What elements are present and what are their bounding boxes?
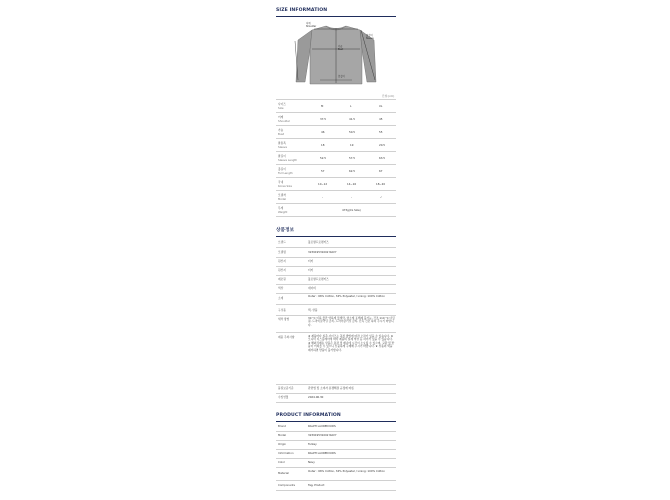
cell: XL bbox=[379, 103, 383, 108]
row-divider bbox=[276, 190, 396, 191]
info-value: ★ 제품마다 실측 사이즈는 측정 방법에 따라 오차가 있을 수 있습니다. ★ 모니터 디스플레이에 따라 제품의 실제 색상 등 차이가 있을 수 있습니다. ★ 해외직배송 상품은 통관 및 배송에 시간이 소요될 수 있으며, 교환 및 반품이 어려울 수 있으니 신중하게 구매해 주시기 바랍니다. ★ 상품의 택을 제거하면 반품이 불가합니다. bbox=[308, 334, 395, 352]
row-divider bbox=[276, 449, 396, 450]
info-value: Navy bbox=[308, 460, 315, 464]
model-check-cell: ✓ bbox=[380, 194, 383, 199]
info-label: Origin bbox=[278, 442, 287, 446]
cell: 63.5 bbox=[379, 155, 385, 160]
info-value: 터키 bbox=[308, 268, 314, 272]
cell: 37.5 bbox=[320, 116, 326, 121]
info-value: 323919531002 NAVY bbox=[308, 250, 337, 254]
svg-text:Shoulder: Shoulder bbox=[306, 25, 317, 28]
row-label-en: Sleeve Length bbox=[278, 157, 298, 162]
row-label-en: Full Length bbox=[278, 170, 293, 175]
cell: 19 bbox=[350, 142, 354, 147]
row-divider bbox=[276, 266, 396, 267]
row-divider bbox=[276, 384, 396, 385]
row-label-ko: 국내 bbox=[278, 180, 284, 184]
info-value: 네이비 bbox=[308, 286, 316, 290]
row-divider bbox=[276, 480, 396, 481]
row-divider bbox=[276, 467, 396, 468]
row-divider bbox=[276, 164, 396, 165]
cell: - bbox=[322, 194, 323, 199]
info-value: 2024.06.30 bbox=[308, 395, 324, 399]
row-label-ko: 총길이 bbox=[278, 167, 286, 171]
svg-text:가슴: 가슴 bbox=[338, 45, 343, 48]
svg-text:Sleeve: Sleeve bbox=[366, 37, 374, 40]
cell: 20.5 bbox=[379, 142, 385, 147]
info-label: Information bbox=[278, 451, 294, 455]
product-info-ko-title: 상품정보 bbox=[276, 228, 295, 233]
row-divider bbox=[276, 402, 396, 403]
cell: 52.5 bbox=[320, 155, 326, 160]
info-value: 30 °C 이하 물만 약하게 물세탁, 염소계 표백제 불가능, 건조 110 °C 다림질, 드라이클리닝 금지, 드라이클리닝 금지, 단독 건조 하여 주시기 바랍니다. bbox=[308, 316, 395, 327]
row-label-en: Weight bbox=[278, 209, 288, 214]
info-label: 품질보증기준 bbox=[278, 386, 294, 390]
row-label-ko: 무게 bbox=[278, 206, 284, 210]
product-info-en-title: PRODUCT INFORMATION bbox=[276, 413, 341, 418]
row-label-ko: 사이즈 bbox=[278, 102, 286, 106]
row-divider bbox=[276, 138, 396, 139]
info-label: Color bbox=[278, 460, 286, 464]
row-label-ko: 팔통폭 bbox=[278, 141, 286, 145]
info-value: 택, 상품 bbox=[308, 308, 318, 312]
row-divider bbox=[276, 151, 396, 152]
info-value: 터키 bbox=[308, 259, 314, 263]
row-label-en: Sleeve bbox=[278, 144, 288, 149]
row-divider bbox=[276, 275, 396, 276]
info-label: 제조원 bbox=[278, 277, 286, 281]
row-label-en: Bust bbox=[278, 131, 285, 136]
unit-label: 단위:(cm) bbox=[382, 94, 395, 98]
cell: 62.5 bbox=[349, 168, 355, 173]
row-label-ko: 어깨 bbox=[278, 115, 284, 119]
cell: 14~16 bbox=[347, 181, 357, 186]
info-label: Components bbox=[278, 483, 296, 487]
row-label-en: Model bbox=[278, 196, 287, 201]
info-value: Outer : 66% Cotton, 34% Polyester / Lining: 100% Cotton bbox=[308, 294, 385, 298]
info-label: Material bbox=[278, 471, 289, 475]
info-value: RALPH LAUREN KIDS bbox=[308, 451, 336, 455]
product-info-ko-divider bbox=[276, 236, 396, 237]
cell: 50.5 bbox=[349, 129, 355, 134]
cell: - bbox=[351, 194, 352, 199]
row-label-en: Shoulder bbox=[278, 118, 290, 123]
cell: 57.5 bbox=[349, 155, 355, 160]
svg-text:팔길이: 팔길이 bbox=[366, 34, 373, 37]
svg-text:어깨: 어깨 bbox=[306, 22, 311, 25]
size-table-top-line bbox=[276, 99, 396, 100]
info-label: 색상 bbox=[278, 286, 284, 290]
row-divider bbox=[276, 125, 396, 126]
row-label-ko: 팔길이 bbox=[278, 154, 286, 158]
row-divider bbox=[276, 490, 396, 491]
cell: 18~20 bbox=[376, 181, 386, 186]
info-label: 제품 주의사항 bbox=[278, 335, 295, 339]
svg-text:총길이: 총길이 bbox=[338, 75, 345, 78]
cell: 18 bbox=[321, 142, 325, 147]
info-label: 구성품 bbox=[278, 308, 286, 312]
cell: 10~12 bbox=[318, 181, 328, 186]
row-divider bbox=[276, 216, 396, 217]
svg-text:Bust: Bust bbox=[338, 48, 344, 51]
row-label-en: Size bbox=[278, 105, 284, 110]
row-divider bbox=[276, 177, 396, 178]
info-label: 세탁 방법 bbox=[278, 317, 290, 321]
row-divider bbox=[276, 304, 396, 305]
info-value: 폴로랄프로렌키즈 bbox=[308, 240, 329, 244]
row-label-ko: 가슴 bbox=[278, 128, 284, 132]
info-value: Turkey bbox=[308, 442, 317, 446]
info-label: 브랜드 bbox=[278, 240, 286, 244]
row-label-en: Korea Size bbox=[278, 183, 292, 188]
row-divider bbox=[276, 257, 396, 258]
info-label: 원산지 bbox=[278, 259, 286, 263]
weight-value: 473g(XL Size) bbox=[342, 207, 361, 212]
product-info-en-divider bbox=[276, 421, 396, 422]
info-label: 모델명 bbox=[278, 250, 286, 254]
cell: 57 bbox=[321, 168, 325, 173]
info-value: 323919531002 NAVY bbox=[308, 433, 337, 437]
size-info-title: SIZE INFORMATION bbox=[276, 8, 328, 13]
info-value: 관련법 및 소비자 분쟁해결 규정에 따름 bbox=[308, 386, 354, 390]
cell: M bbox=[321, 103, 324, 108]
garment-measurement-diagram bbox=[290, 20, 382, 86]
info-value: 폴로랄프로렌키즈 bbox=[308, 277, 329, 281]
info-label: Brand bbox=[278, 424, 287, 428]
cell: 46 bbox=[321, 129, 325, 134]
row-label-ko: 모델착 bbox=[278, 193, 286, 197]
cell: 41.5 bbox=[349, 116, 355, 121]
info-label: 원산지 bbox=[278, 268, 286, 272]
row-divider bbox=[276, 332, 396, 333]
row-divider bbox=[276, 203, 396, 204]
row-divider bbox=[276, 393, 396, 394]
cell: 67 bbox=[379, 168, 383, 173]
cell: 55 bbox=[379, 129, 383, 134]
row-divider bbox=[276, 440, 396, 441]
size-info-divider bbox=[276, 16, 396, 17]
row-divider bbox=[276, 247, 396, 248]
info-value: Tag, Product bbox=[308, 483, 325, 487]
info-label: 수입연월 bbox=[278, 395, 289, 399]
info-label: 소재 bbox=[278, 296, 284, 300]
cell: 45 bbox=[379, 116, 383, 121]
row-divider bbox=[276, 112, 396, 113]
row-divider bbox=[276, 431, 396, 432]
info-label: Model bbox=[278, 433, 287, 437]
row-divider bbox=[276, 284, 396, 285]
cell: L bbox=[350, 103, 352, 108]
info-value: Outer : 66% Cotton, 34% Polyester / Lining: 100% Cotton bbox=[308, 469, 385, 473]
info-value: RALPH LAUREN KIDS bbox=[308, 424, 336, 428]
row-divider bbox=[276, 458, 396, 459]
